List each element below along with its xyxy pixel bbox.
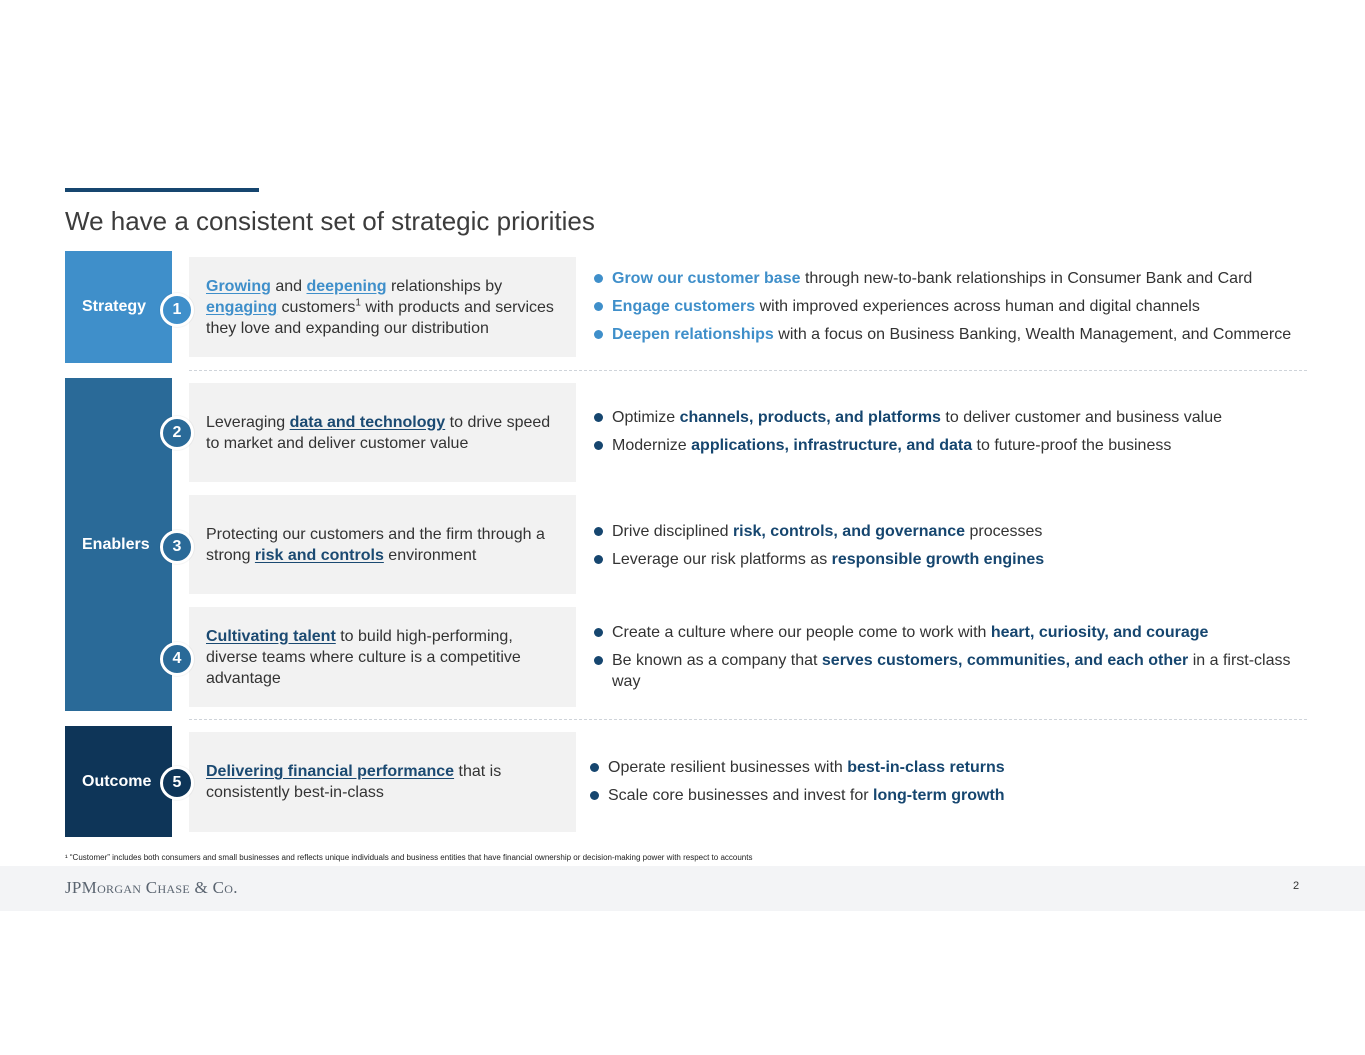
bullet-dot-icon — [594, 274, 603, 283]
bullet-bold: Deepen relationships — [612, 326, 774, 343]
priority-2-bullets — [594, 407, 1222, 463]
bullet-bold: channels, products, and platforms — [679, 409, 941, 426]
section-divider — [189, 370, 1307, 371]
priority-3-text-post: environment — [383, 546, 477, 564]
bullet-text: with improved experiences across human and digital channels — [755, 298, 1200, 315]
list-item — [594, 650, 1294, 692]
priority-2-text — [206, 412, 566, 454]
bullet-text-pre: Leverage our risk platforms as — [612, 551, 832, 568]
list-item — [594, 435, 1222, 456]
priority-3-bullets — [594, 521, 1044, 577]
priority-1-bullets — [594, 268, 1291, 352]
priority-1-engaging: engaging — [206, 298, 278, 316]
list-item — [594, 324, 1291, 345]
priority-5-highlight: Delivering financial performance — [206, 763, 455, 780]
priority-4-box — [189, 607, 576, 707]
bullet-text: through new-to-bank relationships in Consumer Bank and Card — [800, 270, 1253, 287]
priority-1-text-relationships: relationships by — [386, 277, 503, 295]
bullet-text-post: to deliver customer and business value — [940, 409, 1222, 426]
bullet-text-pre: Drive disciplined — [612, 523, 733, 540]
bullet-dot-icon — [594, 555, 603, 564]
category-outcome — [65, 726, 172, 837]
priority-5-text — [206, 761, 566, 803]
bullet-bold: risk, controls, and governance — [732, 523, 966, 540]
footnote-marker: 1 — [355, 297, 361, 309]
bullet-text-pre: Optimize — [612, 409, 680, 426]
priority-1-deepening: deepening — [306, 277, 387, 295]
bullet-bold: Grow our customer base — [612, 270, 801, 287]
category-enablers-label: Enablers — [82, 535, 150, 553]
bullet-dot-icon — [594, 656, 603, 665]
bullet-bold: applications, infrastructure, and data — [691, 437, 973, 454]
priority-2-text-pre: Leveraging — [206, 413, 290, 431]
priority-3-text — [206, 524, 566, 566]
section-divider — [189, 719, 1307, 720]
bullet-text: with a focus on Business Banking, Wealth Management, and Commerce — [773, 326, 1292, 343]
priority-3-box — [189, 495, 576, 594]
priority-3-highlight: risk and controls — [254, 546, 384, 564]
bullet-text-post: in a first-class way — [612, 652, 1291, 690]
list-item — [594, 549, 1044, 570]
priority-1-growing: Growing — [206, 277, 271, 295]
bullet-dot-icon — [594, 330, 603, 339]
bullet-text-pre: Operate resilient businesses with — [608, 759, 848, 776]
list-item — [594, 268, 1291, 289]
category-enablers — [65, 378, 172, 711]
bullet-dot-icon — [594, 628, 603, 637]
bullet-dot-icon — [590, 791, 599, 800]
priority-4-text-post: to build high-performing, diverse teams where culture is a competitive advantage — [206, 627, 521, 687]
priority-1-text-customers: customers — [277, 298, 356, 316]
bullet-text-pre: Be known as a company that — [612, 652, 822, 669]
bullet-dot-icon — [590, 763, 599, 772]
priority-2-number-badge: 2 — [160, 416, 194, 450]
bullet-bold: heart, curiosity, and courage — [990, 624, 1209, 641]
category-outcome-label: Outcome — [82, 772, 152, 790]
bullet-text-pre: Create a culture where our people come to work with — [612, 624, 991, 641]
list-item — [594, 521, 1044, 542]
priority-4-number-badge: 4 — [160, 642, 194, 676]
priority-4-highlight: Cultivating talent — [206, 627, 336, 645]
list-item — [594, 622, 1294, 643]
priority-2-text-post: to drive speed to market and deliver customer value — [206, 413, 551, 452]
bullet-bold: best-in-class returns — [847, 759, 1005, 776]
company-logo: JPMorgan Chase & Co. — [65, 878, 238, 897]
category-strategy-label: Strategy — [82, 298, 147, 315]
title-accent-rule — [65, 188, 259, 192]
priority-3-text-pre: Protecting our customers and the firm through a strong — [206, 525, 545, 564]
bullet-text-post: processes — [965, 523, 1043, 540]
bullet-text-pre: Modernize — [612, 437, 692, 454]
priority-2-box — [189, 383, 576, 482]
bullet-bold: responsible growth engines — [831, 551, 1045, 568]
footnote: ¹ “Customer” includes both consumers and small businesses and reflects unique individuals and business entities that have financial ownership or decision-making power with respect to accounts — [65, 853, 753, 862]
priority-5-text-post: that is consistently best-in-class — [206, 763, 502, 801]
priority-4-text — [206, 626, 566, 689]
priority-5-number-badge: 5 — [160, 766, 194, 800]
priority-5-box — [189, 732, 576, 832]
priority-5-bullets — [590, 757, 1005, 813]
priority-1-number-badge: 1 — [160, 293, 194, 327]
bullet-text-post: to future-proof the business — [972, 437, 1172, 454]
page-number: 2 — [1293, 880, 1300, 892]
priority-3-number-badge: 3 — [160, 530, 194, 564]
category-strategy — [65, 251, 172, 363]
priority-1-text-and: and — [270, 277, 307, 295]
bullet-dot-icon — [594, 302, 603, 311]
priority-1-text — [206, 276, 566, 339]
page-title: We have a consistent set of strategic priorities — [65, 206, 595, 236]
priority-4-bullets — [594, 622, 1294, 699]
priority-1-box — [189, 257, 576, 357]
bullet-dot-icon — [594, 527, 603, 536]
list-item — [594, 296, 1291, 317]
list-item — [594, 407, 1222, 428]
bullet-dot-icon — [594, 441, 603, 450]
bullet-text-pre: Scale core businesses and invest for — [608, 787, 874, 804]
list-item — [590, 785, 1005, 806]
bullet-bold: serves customers, communities, and each other — [821, 652, 1189, 669]
priority-1-text-rest: with products and services they love and expanding our distribution — [206, 298, 554, 337]
priority-2-highlight: data and technology — [289, 413, 446, 431]
bullet-bold: Engage customers — [612, 298, 756, 315]
list-item — [590, 757, 1005, 778]
bullet-bold: long-term growth — [873, 787, 1005, 804]
bullet-dot-icon — [594, 413, 603, 422]
